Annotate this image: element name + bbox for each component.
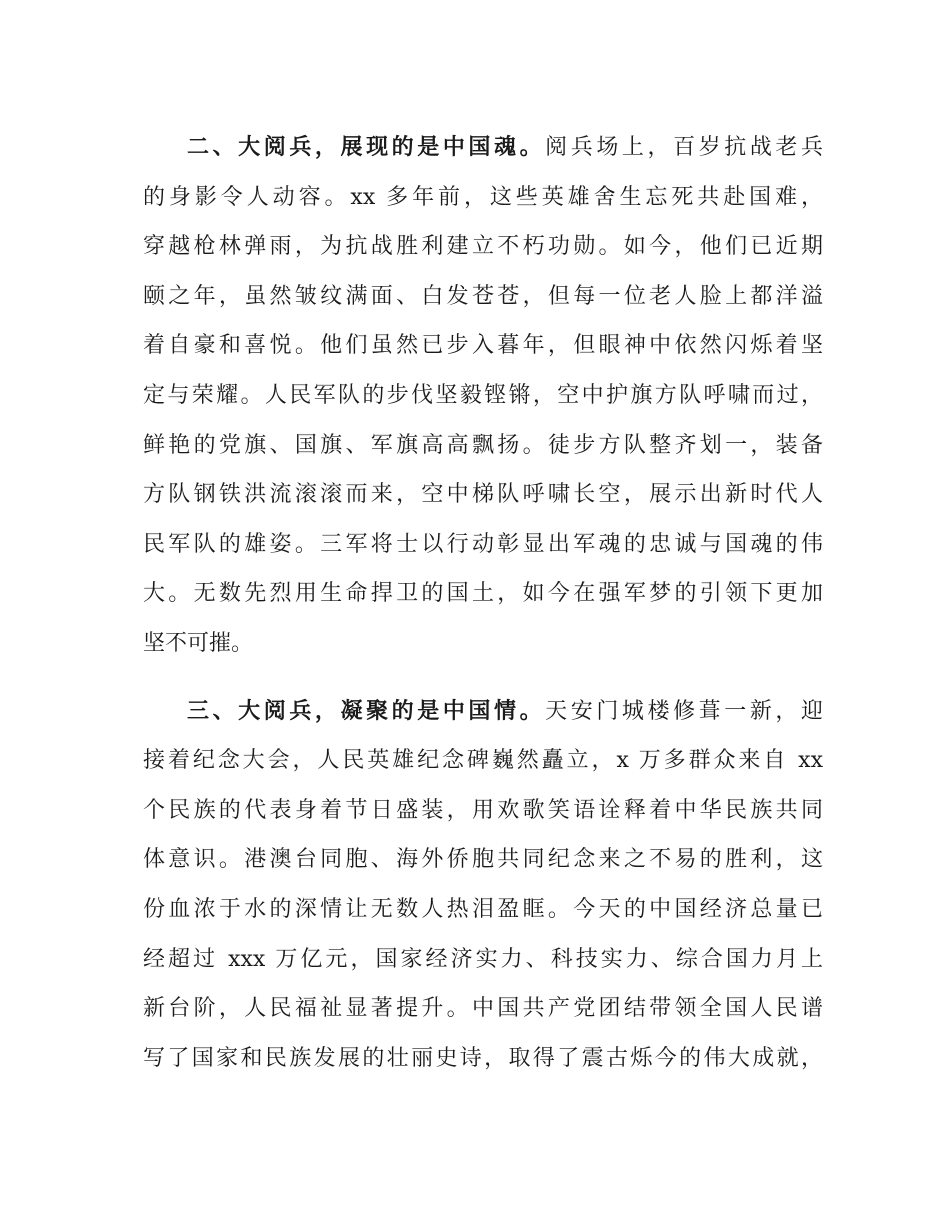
paragraph-heading: 三、大阅兵，凝聚的是中国情。 — [187, 697, 546, 724]
paragraph-line: 方队钢铁洪流滚滚而来，空中梯队呼啸长空，展示出新时代人 — [143, 482, 823, 508]
paragraph-line: 的身影令人动容。xx 多年前，这些英雄舍生忘死共赴国难， — [143, 184, 823, 210]
paragraph-line: 接着纪念大会，人民英雄纪念碑巍然矗立，x 万多群众来自 xx — [143, 748, 823, 774]
paragraph-line: 体意识。港澳台同胞、海外侨胞共同纪念来之不易的胜利，这 — [143, 847, 823, 873]
paragraph-line: 穿越枪林弹雨，为抗战胜利建立不朽功勋。如今，他们已近期 — [143, 234, 823, 260]
paragraph-line: 颐之年，虽然皱纹满面、白发苍苍，但每一位老人脸上都洋溢 — [143, 283, 823, 309]
paragraph-3 — [143, 687, 823, 1084]
paragraph-heading: 二、大阅兵，展现的是中国魂。 — [187, 134, 546, 160]
paragraph-line: 着自豪和喜悦。他们虽然已步入暮年，但眼神中依然闪烁着坚 — [143, 333, 823, 359]
paragraph-line: 经超过 xxx 万亿元，国家经济实力、科技实力、综合国力月上 — [143, 946, 823, 972]
paragraph-line: 新台阶，人民福祉显著提升。中国共产党团结带领全国人民谱 — [143, 996, 823, 1022]
paragraph-line: 二、大阅兵，展现的是中国魂。阅兵场上，百岁抗战老兵 — [187, 134, 823, 160]
paragraph-line: 鲜艳的党旗、国旗、军旗高高飘扬。徒步方队整齐划一，装备 — [143, 432, 823, 458]
paragraph-line: 个民族的代表身着节日盛装，用欢歌笑语诠释着中华民族共同 — [143, 797, 823, 823]
paragraph-line: 坚不可摧。 — [143, 630, 254, 656]
paragraph-line: 三、大阅兵，凝聚的是中国情。天安门城楼修葺一新，迎 — [187, 697, 823, 724]
paragraph-line: 大。无数先烈用生命捍卫的国土，如今在强军梦的引领下更加 — [143, 581, 823, 607]
document-body — [143, 123, 823, 1083]
paragraph-2 — [143, 123, 823, 669]
paragraph-line: 定与荣耀。人民军队的步伐坚毅铿锵，空中护旗方队呼啸而过， — [143, 382, 823, 408]
paragraph-line: 写了国家和民族发展的壮丽史诗，取得了震古烁今的伟大成就， — [143, 1045, 823, 1071]
paragraph-line: 民军队的雄姿。三军将士以行动彰显出军魂的忠诚与国魂的伟 — [143, 531, 823, 557]
paragraph-spacer — [143, 669, 823, 687]
paragraph-line: 份血浓于水的深情让无数人热泪盈眶。今天的中国经济总量已 — [143, 896, 823, 922]
